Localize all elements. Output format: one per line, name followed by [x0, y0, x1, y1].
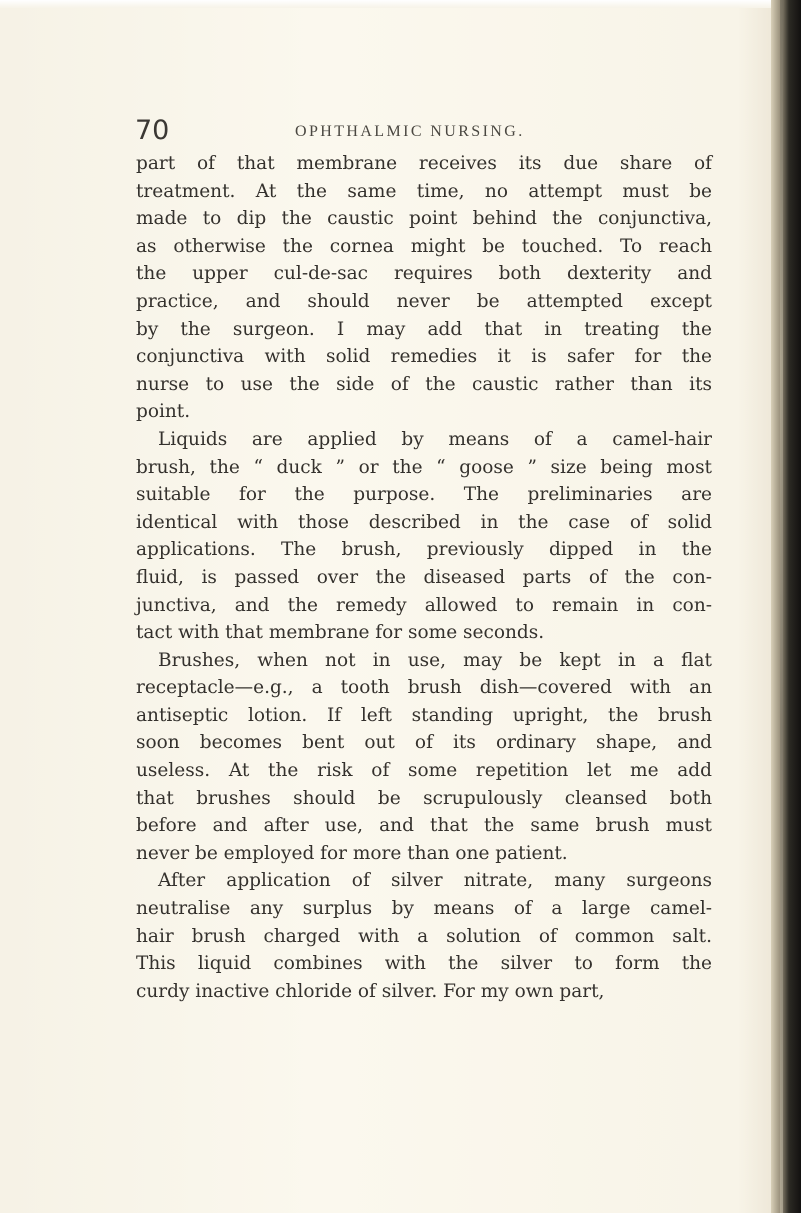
text-line: After application of silver nitrate, many surgeons	[158, 870, 712, 892]
text-line: curdy inactive chloride of silver. For my own part,	[136, 980, 605, 1002]
text-line: junctiva, and the remedy allowed to remain in con-	[136, 594, 712, 616]
text-line: identical with those described in the case of solid	[136, 511, 712, 533]
text-line: the upper cul-de-sac requires both dexterity and	[136, 263, 712, 285]
text-line: antiseptic lotion. If left standing upright, the brush	[136, 704, 712, 726]
text-line: by the surgeon. I may add that in treating the	[136, 318, 712, 340]
text-line: treatment. At the same time, no attempt must be	[136, 180, 712, 202]
text-line: point.	[136, 401, 191, 423]
book-spine-highlight	[780, 0, 783, 1213]
page-header	[135, 115, 735, 147]
text-line: before and after use, and that the same brush must	[136, 815, 712, 837]
text-line: conjunctiva with solid remedies it is safer for the	[136, 346, 712, 368]
running-head: OPHTHALMIC NURSING.	[295, 123, 525, 140]
text-line: neutralise any surplus by means of a large camel-	[136, 898, 712, 920]
text-line: nurse to use the side of the caustic rather than its	[136, 373, 712, 395]
text-line: receptacle—e.g., a tooth brush dish—covered with an	[136, 677, 712, 699]
text-line: never be employed for more than one patient.	[136, 842, 568, 864]
body-text	[136, 150, 712, 1005]
text-line: Brushes, when not in use, may be kept in a flat	[158, 649, 712, 671]
text-line: applications. The brush, previously dipped in the	[136, 539, 712, 561]
text-line: part of that membrane receives its due share of	[136, 153, 712, 174]
text-line: tact with that membrane for some seconds.	[136, 622, 545, 644]
text-line: as otherwise the cornea might be touched. To reach	[136, 235, 712, 257]
text-line: brush, the “ duck ” or the “ goose ” size being most	[136, 456, 712, 478]
text-line: fluid, is passed over the diseased parts of the con-	[136, 566, 712, 588]
page-top-edge	[0, 0, 801, 8]
text-line: soon becomes bent out of its ordinary shape, and	[136, 732, 712, 754]
text-line: Liquids are applied by means of a camel-hair	[158, 428, 712, 450]
text-line: hair brush charged with a solution of common salt.	[136, 925, 712, 947]
page-number: 70	[135, 115, 170, 146]
text-line: made to dip the caustic point behind the conjunctiva,	[136, 208, 712, 230]
book-spine-shadow	[771, 0, 801, 1213]
text-line: practice, and should never be attempted except	[136, 290, 712, 312]
text-line: suitable for the purpose. The preliminaries are	[136, 484, 712, 506]
text-line: useless. At the risk of some repetition let me add	[136, 760, 712, 782]
text-line: This liquid combines with the silver to form the	[136, 953, 712, 975]
text-line: that brushes should be scrupulously cleansed both	[136, 787, 712, 809]
